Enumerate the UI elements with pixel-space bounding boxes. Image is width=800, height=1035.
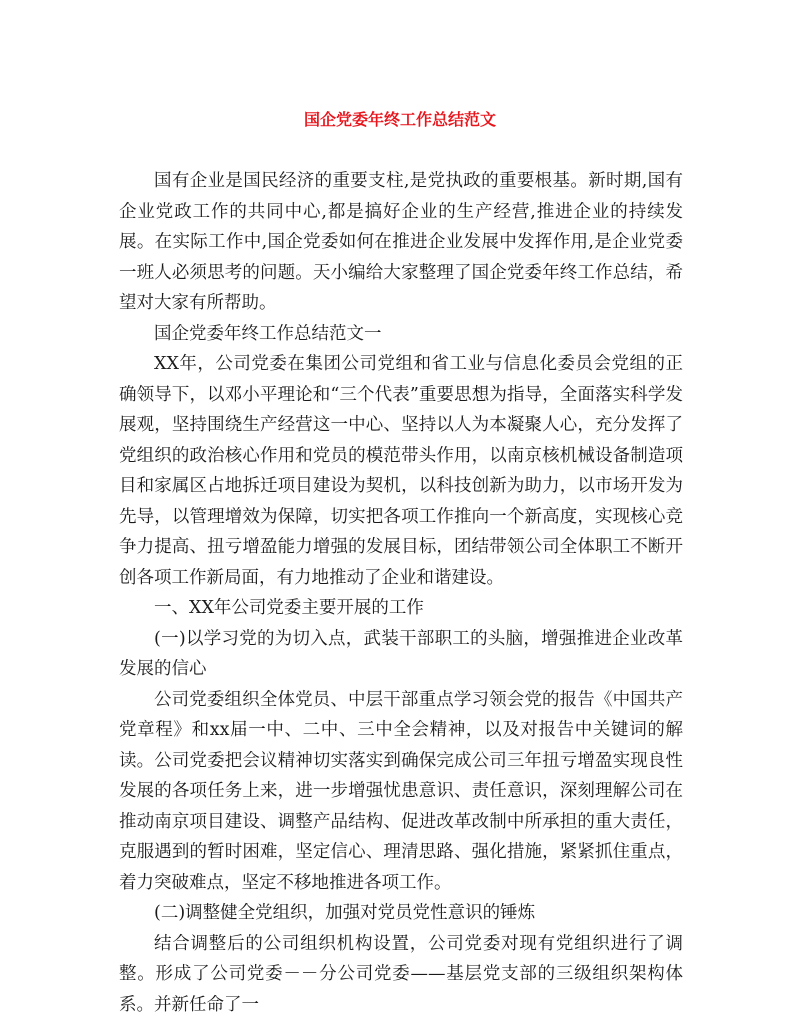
- section-heading-main-work: 一、XX年公司党委主要开展的工作: [154, 598, 424, 618]
- section-heading-sample-one: 国企党委年终工作总结范文一: [154, 323, 382, 344]
- organization-paragraph: 结合调整后的公司组织机构设置，公司党委对现有党组织进行了调整。形成了公司党委－－分公司党委——基层党支部的三级组织架构体系。并新任命了一: [119, 933, 683, 1015]
- summary-paragraph: XX年，公司党委在集团公司党组和省工业与信息化委员会党组的正确领导下，以邓小平理论和“三个代表”重要思想为指导，全面落实科学发展观，坚持围绕生产经营这一中心、坚持以人为本凝聚人心，充分发挥了党组织的政治核心作用和党员的模范带头作用，以南京核机械设备制造项目和家属区占地拆迁项目建设为契机，以科技创新为助力，以市场开发为先导，以管理增效为保障，切实把各项工作推向一个新高度，实现核心竞争力提高、扭亏增盈能力增强的发展目标，团结带领公司全体职工不断开创各项工作新局面，有力地推动了企业和谐建设。: [119, 354, 683, 588]
- intro-paragraph: 国有企业是国民经济的重要支柱,是党执政的重要根基。新时期,国有企业党政工作的共同中心,都是搞好企业的生产经营,推进企业的持续发展。在实际工作中,国企党委如何在推进企业发展中发挥作用,是企业党委一班人必须思考的问题。天小编给大家整理了国企党委年终工作总结，希望对大家有所帮助。: [119, 171, 683, 313]
- subsection-heading-organization: (二)调整健全党组织，加强对党员党性意识的锤炼: [154, 903, 536, 923]
- document-title: 国企党委年终工作总结范文: [303, 110, 496, 129]
- document-body: [119, 166, 683, 1020]
- study-paragraph: 公司党委组织全体党员、中层干部重点学习领会党的报告《中国共产党章程》和xx届一中、二中、三中全会精神，以及对报告中关键词的解读。公司党委把会议精神切实落实到确保完成公司三年扭亏增盈实现良性发展的各项任务上来，进一步增强忧患意识、责任意识，深刻理解公司在推动南京项目建设、调整产品结构、促进改革改制中所承担的重大责任，克服遇到的暂时困难，坚定信心、理清思路、强化措施，紧紧抓住重点，着力突破难点，坚定不移地推进各项工作。: [119, 689, 683, 893]
- subsection-heading-study: (一)以学习党的为切入点，武装干部职工的头脑，增强推进企业改革发展的信心: [119, 628, 683, 679]
